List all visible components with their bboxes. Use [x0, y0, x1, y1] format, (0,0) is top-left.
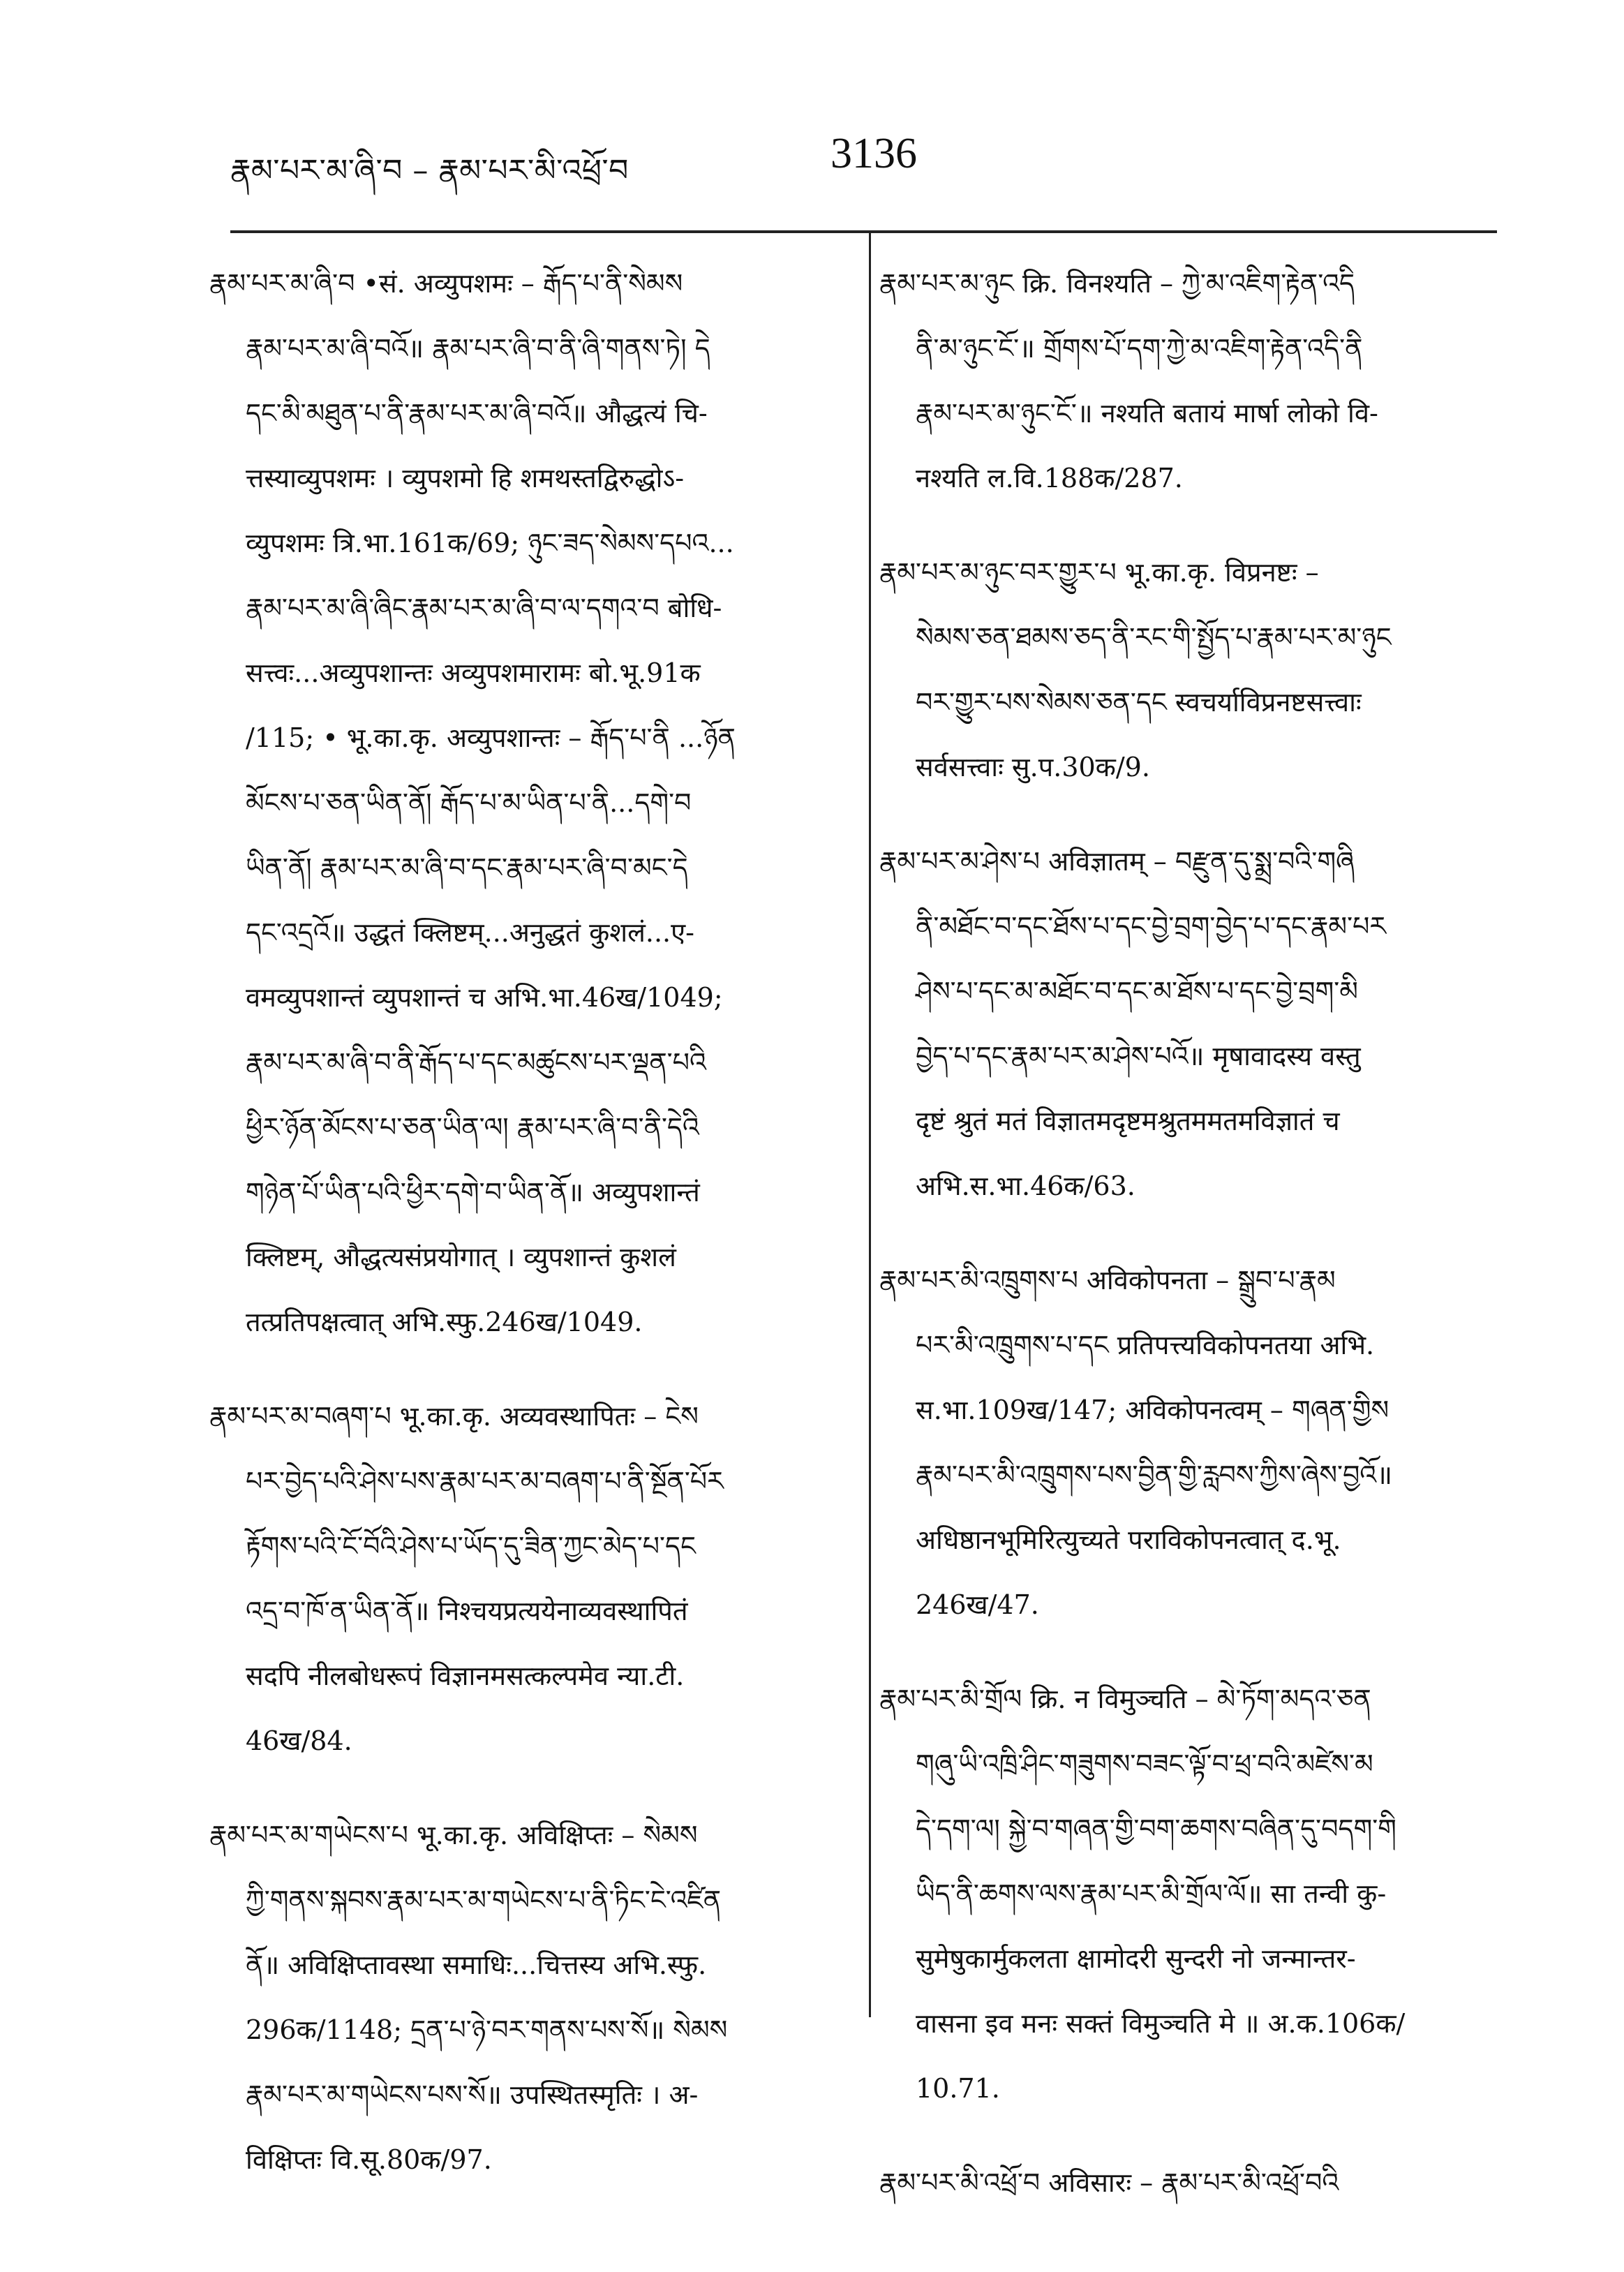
entry-line: བར་གྱུར་པས་སེམས་ཅན་དང स्वचर्याविप्रनष्टसत्त्वाः	[916, 687, 1362, 718]
dictionary-entry	[879, 1667, 1493, 2121]
entry-line: नश्यति ल.वि.188क/287.	[916, 463, 1183, 493]
entry-headline: རྣམ་པར་མ་བཞག་པ भू.का.कृ. अव्यवस्थापितः – ངེས	[209, 1401, 699, 1432]
entry-line: ཤེས་པ་དང་མ་མཐོང་བ་དང་མ་ཐོས་པ་དང་བྱེ་བྲག་མི	[916, 976, 1358, 1007]
column-divider	[869, 230, 871, 2017]
entry-line: སེམས་ཅན་ཐམས་ཅད་ནི་རང་གི་སྤྱོད་པ་རྣམ་པར་མ་ཉུང	[916, 622, 1392, 653]
entry-line: क्लिष्टम्, औद्धत्यसंप्रयोगात् । व्युपशान्तं कुशलं	[246, 1242, 676, 1272]
page-number: 3136	[830, 130, 917, 177]
entry-line: དེ་དག་ལ། སྐྱེ་བ་གཞན་གྱི་བག་ཆགས་བཞིན་དུ་བདག་གི	[916, 1813, 1396, 1844]
entry-headline: རྣམ་པར་མི་འཁྲུགས་པ अविकोपनता – སྒྲུབ་པ་རྣམ	[879, 1265, 1336, 1295]
entry-line: स.भा.109ख/147; अविकोपनत्वम् – གཞན་གྱིས	[916, 1395, 1390, 1425]
entry-line: རྣམ་པར་མ་ཞི་བ་ནི་རྒོད་པ་དང་མཚུངས་པར་ལྡན་པའི	[246, 1047, 706, 1078]
entry-line: ཡིད་ནི་ཆགས་ལས་རྣམ་པར་མི་གྲོལ་ལོ॥ सा तन्वी कु-	[916, 1878, 1387, 1909]
entry-line: अभि.स.भा.46क/63.	[916, 1171, 1135, 1201]
dictionary-entry	[879, 829, 1493, 1219]
entry-line: तत्प्रतिपक्षत्वात् अभि.स्फु.246ख/1049.	[246, 1307, 643, 1337]
entry-line: རྣམ་པར་མ་ཉུང་ངོ་॥ नश्यति बतायं मार्षा लोको वि-	[916, 398, 1378, 429]
entry-headline: རྣམ་པར་མ་ཞི་བ •सं. अव्युपशमः – རྒོད་པ་ནི་སེམས	[209, 268, 683, 299]
entry-line: वमव्युपशान्तं व्युपशान्तं च अभि.भा.46ख/1049;	[246, 982, 723, 1013]
entry-line: པར་བྱེད་པའི་ཤེས་པས་རྣམ་པར་མ་བཞག་པ་ནི་སྔོན་པོར	[246, 1466, 724, 1497]
entry-line: ནི་མ་ཉུང་ངོ་॥ གྲོགས་པོ་དག་ཀྱེ་མ་འཇིག་རྟེན་འདི་ནི	[916, 333, 1363, 364]
dictionary-entry	[209, 251, 851, 1355]
right-column	[879, 251, 1493, 2245]
entry-line: 10.71.	[916, 2073, 1000, 2104]
entry-headline: རྣམ་པར་མ་ཉུང་བར་གྱུར་པ भू.का.कृ. विप्रनष्टः –	[879, 557, 1319, 588]
running-head: རྣམ་པར་མ་ཞི་བ – རྣམ་པར་མི་འཕྲོ་བ	[230, 153, 629, 188]
entry-line: 296क/1148; དྲན་པ་ཉེ་བར་གནས་པས་སོ॥ སེམས	[246, 2014, 728, 2045]
entry-line: सर्वसत्त्वाः सु.प.30क/9.	[916, 752, 1150, 782]
entry-line: 46ख/84.	[246, 1725, 352, 1756]
entry-line: རྣམ་པར་མ་ཞི་ཞིང་རྣམ་པར་མ་ཞི་བ་ལ་དགའ་བ बोधि-	[246, 593, 722, 623]
entry-headline: རྣམ་པར་མ་ཉུང क्रि. विनश्यति – ཀྱེ་མ་འཇིག་རྟེན་འདི	[879, 268, 1355, 299]
dictionary-entry	[879, 251, 1493, 511]
entry-headline: རྣམ་པར་མ་ཤེས་པ अविज्ञातम् – བརྫུན་དུ་སྨྲ་བའི་གཞི	[879, 846, 1355, 877]
dictionary-entry	[879, 1248, 1493, 1638]
entry-line: དང་མི་མཐུན་པ་ནི་རྣམ་པར་མ་ཞི་བའོ॥ औद्धत्यं चि-	[246, 398, 708, 429]
entry-line: མོངས་པ་ཅན་ཡིན་ནོ། རྒོད་པ་མ་ཡིན་པ་ནི...དགེ་བ	[246, 787, 692, 818]
entry-line: རྣམ་པར་མི་འཁྲུགས་པས་བྱིན་གྱི་རླབས་ཀྱིས་ཞེས་བྱའོ॥	[916, 1460, 1393, 1490]
entry-line: वासना इव मनः सक्तं विमुञ्चति मे ॥ अ.क.106क/	[916, 2008, 1406, 2039]
entry-line: པར་མི་འཁྲུགས་པ་དང प्रतिपत्त्यविकोपनतया अभि.	[916, 1330, 1375, 1360]
entry-line: त्तस्याव्युपशमः । व्युपशमो हि शमथस्तद्विरुद्धोऽ-	[246, 463, 685, 493]
entry-line: རྣམ་པར་མ་ཞི་བའོ॥ རྣམ་པར་ཞི་བ་ནི་ཞི་གནས་ཏེ། དེ	[246, 333, 710, 364]
dictionary-entry	[879, 540, 1493, 800]
entry-line: सुमेषुकार्मुकलता क्षामोदरी सुन्दरी नो जन्मान्तर-	[916, 1943, 1356, 1974]
entry-line: རྣམ་པར་མ་གཡེངས་པས་སོ॥ उपस्थितस्मृतिः । अ-	[246, 2079, 699, 2110]
entry-line: ནི་མཐོང་བ་དང་ཐོས་པ་དང་བྱེ་བྲག་བྱེད་པ་དང་རྣམ་པར	[916, 911, 1387, 942]
dictionary-entry	[879, 2151, 1493, 2215]
dictionary-entry	[209, 1384, 851, 1774]
entry-line: རྟོགས་པའི་ངོ་བོའི་ཤེས་པ་ཡོད་དུ་ཟིན་ཀྱང་མེད་པ་དང	[246, 1531, 696, 1561]
entry-line: विक्षिप्तः वि.सू.80क/97.	[246, 2144, 492, 2175]
left-column	[209, 251, 851, 2222]
entry-line: सत्त्वः...अव्युपशान्तः अव्युपशमारामः बो.भू.91क	[246, 658, 701, 688]
entry-line: दृष्टं श्रुतं मतं विज्ञातमदृष्टमश्रुतममतमविज्ञातं च	[916, 1106, 1340, 1136]
entry-line: འདྲ་བ་ཁོ་ན་ཡིན་ནོ॥ निश्चयप्रत्ययेनाव्यवस्थापितं	[246, 1596, 688, 1626]
entry-line: ཡིན་ནོ། རྣམ་པར་མ་ཞི་བ་དང་རྣམ་པར་ཞི་བ་མང་དེ	[246, 852, 688, 883]
entry-line: གཉེན་པོ་ཡིན་པའི་ཕྱིར་དགེ་བ་ཡིན་ནོ॥ अव्युपशान्तं	[246, 1177, 700, 1208]
entry-line: /115; • भू.का.कृ. अव्युपशान्तः – རྒོད་པ་ནི ...ཉོན	[246, 722, 736, 753]
entry-line: གཞུ་ཡི་འཁྲི་ཤིང་གཟུགས་བཟང་ལྟོ་བ་ཕྲ་བའི་མཛེས་མ	[916, 1748, 1373, 1779]
entry-line: व्युपशमः त्रि.भा.161क/69; ཉུང་ཟད་སེམས་དཔའ...	[246, 528, 734, 558]
header-rule	[230, 230, 1497, 233]
entry-line: བྱེད་པ་དང་རྣམ་པར་མ་ཤེས་པའོ॥ मृषावादस्य वस्तु	[916, 1041, 1361, 1071]
entry-line: 246ख/47.	[916, 1589, 1039, 1620]
entry-headline: རྣམ་པར་མི་འཕྲོ་བ अविसारः – རྣམ་པར་མི་འཕྲོ་བའི	[879, 2167, 1339, 2198]
entry-line: དང་འདྲའོ॥ उद्धतं क्लिष्टम्...अनुद्धतं कुशलं...ए-	[246, 917, 694, 948]
entry-headline: རྣམ་པར་མ་གཡེངས་པ भू.का.कृ. अविक्षिप्तः – སེམས	[209, 1820, 698, 1850]
dictionary-entry	[209, 1803, 851, 2192]
entry-line: सदपि नीलबोधरूपं विज्ञानमसत्कल्पमेव न्या.टी.	[246, 1661, 685, 1691]
entry-line: अधिष्ठानभूमिरित्युच्यते पराविकोपनत्वात् द.भू.	[916, 1524, 1341, 1555]
entry-line: ཀྱི་གནས་སྐབས་རྣམ་པར་མ་གཡེངས་པ་ནི་ཏིང་ངེ་འཛིན	[246, 1885, 722, 1915]
entry-line: ཕྱིར་ཉོན་མོངས་པ་ཅན་ཡིན་ལ། རྣམ་པར་ཞི་བ་ནི་དེའི	[246, 1112, 699, 1143]
entry-headline: རྣམ་པར་མི་གྲོལ क्रि. न विमुञ्चति – མེ་ཏོག་མདའ་ཅན	[879, 1684, 1371, 1714]
page-header	[230, 129, 1487, 188]
entry-line: ནོ॥ अविक्षिप्तावस्था समाधिः...चित्तस्य अभि.स्फु.	[246, 1950, 707, 1980]
